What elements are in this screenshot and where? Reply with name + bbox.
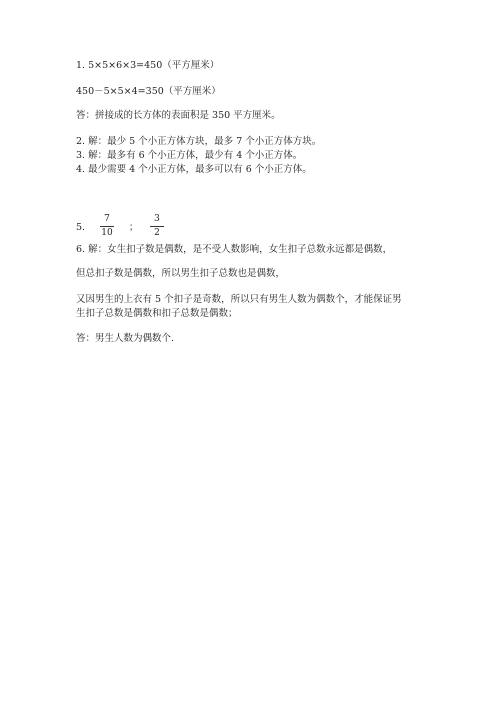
fraction-2-numerator: 3 — [154, 214, 160, 224]
answer-5 — [76, 214, 216, 242]
answer-6-line-1: 6. 解：女生扣子数是偶数，是不受人数影响，女生扣子总数永远都是偶数， — [76, 244, 393, 255]
answer-6-line-3: 又因男生的上衣有 5 个扣子是奇数，所以只有男生人数为偶数个，才能保证男 — [76, 294, 402, 305]
answer-6-line-2: 但总扣子数是偶数，所以男生扣子总数也是偶数， — [76, 268, 286, 279]
answer-3: 3. 解：最多有 6 个小正方体，最少有 4 个小正方体。 — [76, 150, 303, 161]
answer-1-conclusion: 答：拼接成的长方体的表面积是 350 平方厘米。 — [76, 110, 281, 121]
fraction-1-numerator: 7 — [104, 214, 110, 224]
answer-1-calculation: 1. 5×5×6×3=450（平方厘米） — [76, 60, 220, 71]
answer-1-calculation-2: 450－5×5×4=350（平方厘米） — [76, 86, 221, 97]
fraction-separator: ； — [129, 222, 139, 233]
answer-6-conclusion: 答：男生人数为偶数个. — [76, 333, 175, 344]
answer-4: 4. 最少需要 4 个小正方体，最多可以有 6 个小正方体。 — [76, 164, 312, 175]
fraction-2 — [150, 214, 164, 239]
fraction-1-denominator: 10 — [101, 228, 113, 238]
answer-6-line-4: 生扣子总数是偶数和扣子总数是偶数； — [76, 308, 238, 319]
answer-2: 2. 解：最少 5 个小正方体方块，最多 7 个小正方体方块。 — [76, 136, 322, 147]
answer-5-label: 5. — [76, 222, 86, 233]
fraction-2-denominator: 2 — [154, 228, 160, 238]
fraction-2-bar — [150, 226, 164, 227]
fraction-1-bar — [100, 226, 114, 227]
fraction-1 — [100, 214, 114, 239]
